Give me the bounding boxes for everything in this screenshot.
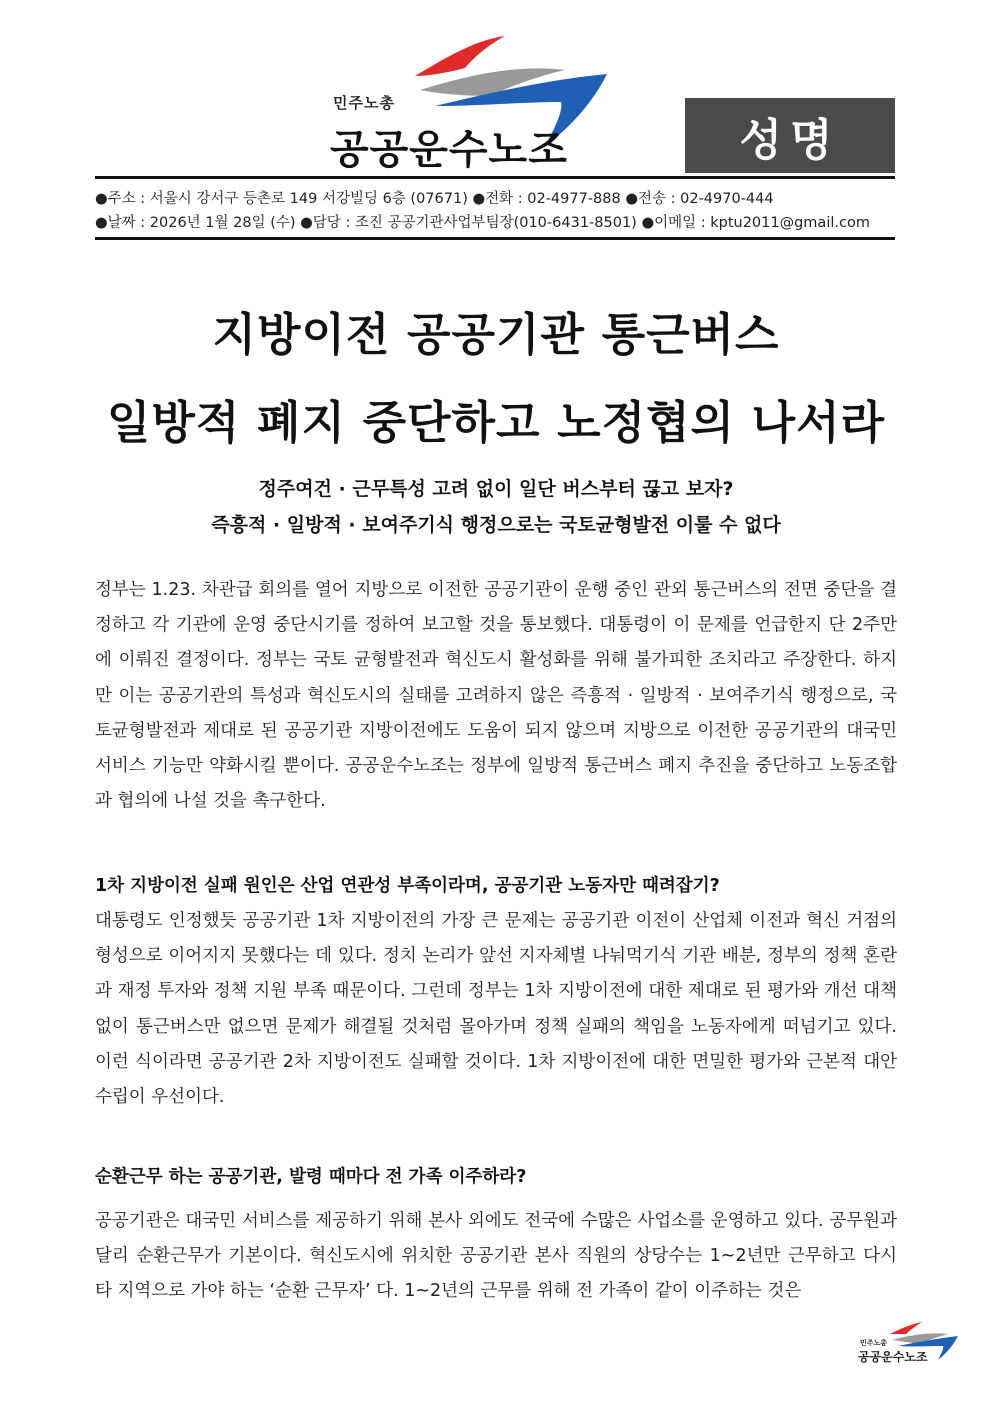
footer-logo: [850, 1320, 960, 1365]
logo-title: 공공운수노조: [330, 127, 568, 173]
logo-subtitle: 민주노총: [333, 94, 395, 112]
contact-info: ●주소 : 서울시 강서구 등촌로 149 서강빌딩 6층 (07671) ●전화 : 02-4977-888 ●전송 : 02-4970-444: [95, 191, 774, 207]
header-divider-top: [95, 176, 895, 179]
footer-logo-title: 공공운수노조: [858, 1350, 928, 1364]
date-contact-info: ●날짜 : 2026년 1월 28일 (수) ●담당 : 조진 공공기관사업부팀장(010-6431-8501) ●이메일 : kptu2011@gmail.com: [95, 215, 870, 231]
subheadline-line-1: 정주여건 · 근무특성 고려 없이 일단 버스부터 끊고 보자?: [258, 478, 734, 500]
section-heading-1: 1차 지방이전 실패 원인은 산업 연관성 부족이라며, 공공기관 노동자만 때려잡기?: [95, 876, 720, 896]
header-divider-bottom: [95, 237, 895, 240]
document-type-badge: 성명: [685, 98, 895, 173]
section-heading-2: 순환근무 하는 공공기관, 발령 때마다 전 가족 이주하라?: [95, 1167, 527, 1187]
headline-line-1: 지방이전 공공기관 통근버스: [212, 308, 780, 361]
headline-line-2: 일방적 폐지 중단하고 노정협의 나서라: [106, 396, 886, 449]
body-paragraph-2: 대통령도 인정했듯 공공기관 1차 지방이전의 가장 큰 문제는 공공기관 이전이 산업체 이전과 혁신 거점의 형성으로 이어지지 못했다는 데 있다. 정치 논리가 앞선 지자체별 나눠먹기식 기관 배분, 정부의 정책 혼란과 재정 투자와 정책 지원 부족 때문이다. 그런데 정부는 1차 지방이전에 대한 제대로 된 평가와 개선 대책 없이 통근버스만 없으면 문제가 해결될 것처럼 몰아가며 정책 실패의 책임을 노동자에게 떠넘기고 있다. 이런 식이라면 공공기관 2차 지방이전도 실패할 것이다. 1차 지방이전에 대한 면밀한 평가와 근본적 대안 수립이 우선이다.: [95, 911, 897, 1108]
body-paragraph-1: 정부는 1.23. 차관급 회의를 열어 지방으로 이전한 공공기관이 운행 중인 관외 통근버스의 전면 중단을 결정하고 각 기관에 운영 중단시기를 정하여 보고할 것을 통보했다. 대통령이 이 문제를 언급한지 단 2주만에 이뤄진 결정이다. 정부는 국토 균형발전과 혁신도시 활성화를 위해 불가피한 조치라고 주장한다. 하지만 이는 공공기관의 특성과 혁신도시의 실태를 고려하지 않은 즉흥적 · 일방적 · 보여주기식 행정으로, 국토균형발전과 제대로 된 공공기관 지방이전에도 도움이 되지 않으며 지방으로 이전한 공공기관의 대국민 서비스 기능만 약화시킬 뿐이다. 공공운수노조는 정부에 일방적 통근버스 폐지 추진을 중단하고 노동조합과 협의에 나설 것을 촉구한다.: [95, 580, 897, 812]
union-logo: [325, 28, 615, 173]
body-paragraph-3: 공공기관은 대국민 서비스를 제공하기 위해 본사 외에도 전국에 수많은 사업소를 운영하고 있다. 공무원과 달리 순환근무가 기본이다. 혁신도시에 위치한 공공기관 본사 직원의 상당수는 1~2년만 근무하고 다시 타 지역으로 가야 하는 ‘순환 근무자’ 다. 1~2년의 근무를 위해 전 가족이 같이 이주하는 것은: [95, 1211, 897, 1302]
subheadline-line-2: 즉흥적 · 일방적 · 보여주기식 행정으로는 국토균형발전 이룰 수 없다: [211, 514, 781, 536]
footer-logo-subtitle: 민주노총: [860, 1339, 888, 1347]
